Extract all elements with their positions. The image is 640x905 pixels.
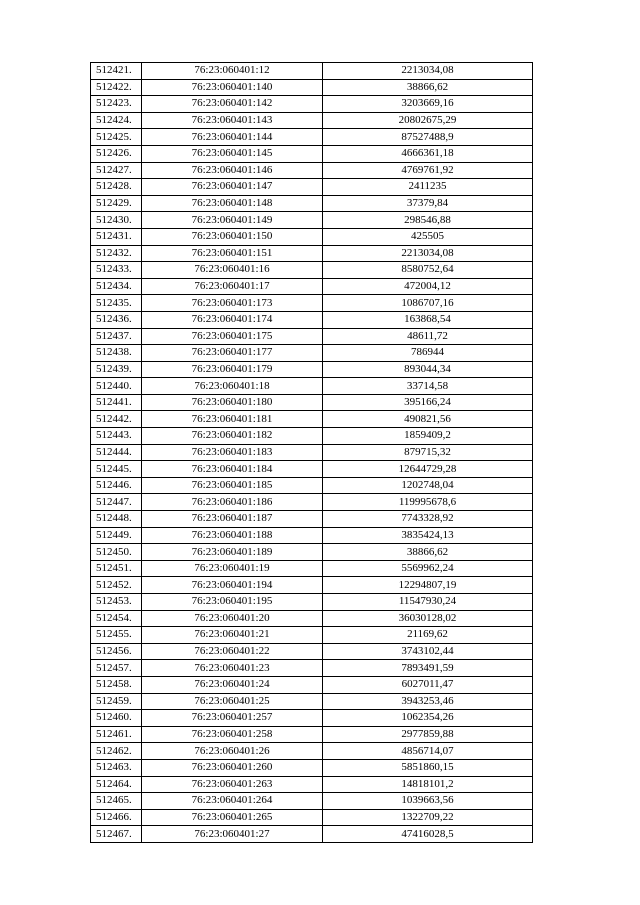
- cadastral-number-cell: 76:23:060401:174: [142, 311, 323, 328]
- row-number-cell: 512424.: [91, 112, 142, 129]
- row-number-cell: 512443.: [91, 428, 142, 445]
- table-row: [91, 527, 533, 544]
- cadastral-number-cell: 76:23:060401:258: [142, 726, 323, 743]
- table-row: [91, 643, 533, 660]
- value-cell: 1322709,22: [323, 809, 533, 826]
- table-row: [91, 627, 533, 644]
- cadastral-number-cell: 76:23:060401:21: [142, 627, 323, 644]
- cadastral-number-cell: 76:23:060401:264: [142, 793, 323, 810]
- row-number-cell: 512457.: [91, 660, 142, 677]
- table-row: [91, 759, 533, 776]
- table-row: [91, 179, 533, 196]
- table-row: [91, 262, 533, 279]
- cadastral-number-cell: 76:23:060401:140: [142, 79, 323, 96]
- value-cell: 14818101,2: [323, 776, 533, 793]
- value-cell: 12644729,28: [323, 461, 533, 478]
- row-number-cell: 512464.: [91, 776, 142, 793]
- cadastral-number-cell: 76:23:060401:23: [142, 660, 323, 677]
- table-row: [91, 162, 533, 179]
- row-number-cell: 512467.: [91, 826, 142, 843]
- value-cell: 1202748,04: [323, 477, 533, 494]
- row-number-cell: 512428.: [91, 179, 142, 196]
- cadastral-number-cell: 76:23:060401:187: [142, 511, 323, 528]
- row-number-cell: 512421.: [91, 63, 142, 80]
- value-cell: 37379,84: [323, 195, 533, 212]
- value-cell: 119995678,6: [323, 494, 533, 511]
- cadastral-number-cell: 76:23:060401:181: [142, 411, 323, 428]
- table-row: [91, 776, 533, 793]
- row-number-cell: 512461.: [91, 726, 142, 743]
- row-number-cell: 512447.: [91, 494, 142, 511]
- table-row: [91, 378, 533, 395]
- value-cell: 3743102,44: [323, 643, 533, 660]
- cadastral-number-cell: 76:23:060401:143: [142, 112, 323, 129]
- value-cell: 490821,56: [323, 411, 533, 428]
- cadastral-number-cell: 76:23:060401:265: [142, 809, 323, 826]
- row-number-cell: 512425.: [91, 129, 142, 146]
- cadastral-number-cell: 76:23:060401:145: [142, 145, 323, 162]
- table-row: [91, 826, 533, 843]
- value-cell: 6027011,47: [323, 676, 533, 693]
- table-row: [91, 544, 533, 561]
- table-row: [91, 245, 533, 262]
- row-number-cell: 512454.: [91, 610, 142, 627]
- table-row: [91, 79, 533, 96]
- value-cell: 12294807,19: [323, 577, 533, 594]
- row-number-cell: 512429.: [91, 195, 142, 212]
- table-row: [91, 494, 533, 511]
- cadastral-number-cell: 76:23:060401:144: [142, 129, 323, 146]
- table-row: [91, 726, 533, 743]
- cadastral-number-cell: 76:23:060401:146: [142, 162, 323, 179]
- table-row: [91, 560, 533, 577]
- cadastral-number-cell: 76:23:060401:257: [142, 710, 323, 727]
- value-cell: 1062354,26: [323, 710, 533, 727]
- value-cell: 48611,72: [323, 328, 533, 345]
- value-cell: 2213034,08: [323, 245, 533, 262]
- cadastral-number-cell: 76:23:060401:184: [142, 461, 323, 478]
- value-cell: 3835424,13: [323, 527, 533, 544]
- table-row: [91, 311, 533, 328]
- row-number-cell: 512430.: [91, 212, 142, 229]
- row-number-cell: 512423.: [91, 96, 142, 113]
- cadastral-number-cell: 76:23:060401:18: [142, 378, 323, 395]
- cadastre-table: [90, 62, 533, 843]
- cadastral-number-cell: 76:23:060401:180: [142, 394, 323, 411]
- table-row: [91, 610, 533, 627]
- value-cell: 1039663,56: [323, 793, 533, 810]
- value-cell: 893044,34: [323, 361, 533, 378]
- value-cell: 5851860,15: [323, 759, 533, 776]
- row-number-cell: 512460.: [91, 710, 142, 727]
- cadastral-number-cell: 76:23:060401:25: [142, 693, 323, 710]
- value-cell: 4666361,18: [323, 145, 533, 162]
- row-number-cell: 512463.: [91, 759, 142, 776]
- cadastral-number-cell: 76:23:060401:151: [142, 245, 323, 262]
- table-row: [91, 361, 533, 378]
- row-number-cell: 512440.: [91, 378, 142, 395]
- cadastral-number-cell: 76:23:060401:175: [142, 328, 323, 345]
- value-cell: 3203669,16: [323, 96, 533, 113]
- value-cell: 472004,12: [323, 278, 533, 295]
- table-row: [91, 594, 533, 611]
- table-row: [91, 660, 533, 677]
- cadastral-number-cell: 76:23:060401:149: [142, 212, 323, 229]
- cadastral-number-cell: 76:23:060401:177: [142, 345, 323, 362]
- cadastral-number-cell: 76:23:060401:142: [142, 96, 323, 113]
- table-row: [91, 710, 533, 727]
- value-cell: 879715,32: [323, 444, 533, 461]
- cadastral-number-cell: 76:23:060401:12: [142, 63, 323, 80]
- cadastral-number-cell: 76:23:060401:263: [142, 776, 323, 793]
- value-cell: 3943253,46: [323, 693, 533, 710]
- row-number-cell: 512445.: [91, 461, 142, 478]
- row-number-cell: 512456.: [91, 643, 142, 660]
- value-cell: 21169,62: [323, 627, 533, 644]
- row-number-cell: 512441.: [91, 394, 142, 411]
- value-cell: 1086707,16: [323, 295, 533, 312]
- value-cell: 47416028,5: [323, 826, 533, 843]
- value-cell: 20802675,29: [323, 112, 533, 129]
- cadastral-number-cell: 76:23:060401:173: [142, 295, 323, 312]
- table-row: [91, 428, 533, 445]
- row-number-cell: 512422.: [91, 79, 142, 96]
- row-number-cell: 512450.: [91, 544, 142, 561]
- table-body: [91, 63, 533, 843]
- table-row: [91, 394, 533, 411]
- table-row: [91, 793, 533, 810]
- cadastral-number-cell: 76:23:060401:188: [142, 527, 323, 544]
- row-number-cell: 512451.: [91, 560, 142, 577]
- row-number-cell: 512448.: [91, 511, 142, 528]
- row-number-cell: 512432.: [91, 245, 142, 262]
- table-row: [91, 195, 533, 212]
- row-number-cell: 512453.: [91, 594, 142, 611]
- cadastral-number-cell: 76:23:060401:22: [142, 643, 323, 660]
- value-cell: 425505: [323, 228, 533, 245]
- row-number-cell: 512437.: [91, 328, 142, 345]
- table-row: [91, 63, 533, 80]
- value-cell: 38866,62: [323, 544, 533, 561]
- table-row: [91, 145, 533, 162]
- row-number-cell: 512439.: [91, 361, 142, 378]
- row-number-cell: 512431.: [91, 228, 142, 245]
- table-row: [91, 345, 533, 362]
- table-row: [91, 693, 533, 710]
- row-number-cell: 512459.: [91, 693, 142, 710]
- value-cell: 163868,54: [323, 311, 533, 328]
- cadastral-number-cell: 76:23:060401:260: [142, 759, 323, 776]
- value-cell: 4769761,92: [323, 162, 533, 179]
- row-number-cell: 512426.: [91, 145, 142, 162]
- row-number-cell: 512434.: [91, 278, 142, 295]
- cadastral-number-cell: 76:23:060401:24: [142, 676, 323, 693]
- cadastral-number-cell: 76:23:060401:19: [142, 560, 323, 577]
- value-cell: 4856714,07: [323, 743, 533, 760]
- value-cell: 2213034,08: [323, 63, 533, 80]
- cadastral-number-cell: 76:23:060401:16: [142, 262, 323, 279]
- cadastral-number-cell: 76:23:060401:189: [142, 544, 323, 561]
- row-number-cell: 512436.: [91, 311, 142, 328]
- table-row: [91, 477, 533, 494]
- table-row: [91, 461, 533, 478]
- cadastral-number-cell: 76:23:060401:179: [142, 361, 323, 378]
- table-row: [91, 96, 533, 113]
- value-cell: 2977859,88: [323, 726, 533, 743]
- table-row: [91, 112, 533, 129]
- value-cell: 298546,88: [323, 212, 533, 229]
- cadastral-number-cell: 76:23:060401:147: [142, 179, 323, 196]
- row-number-cell: 512462.: [91, 743, 142, 760]
- row-number-cell: 512449.: [91, 527, 142, 544]
- value-cell: 87527488,9: [323, 129, 533, 146]
- value-cell: 786944: [323, 345, 533, 362]
- row-number-cell: 512465.: [91, 793, 142, 810]
- table-row: [91, 444, 533, 461]
- table-row: [91, 809, 533, 826]
- table-row: [91, 212, 533, 229]
- table-row: [91, 676, 533, 693]
- cadastral-number-cell: 76:23:060401:150: [142, 228, 323, 245]
- row-number-cell: 512455.: [91, 627, 142, 644]
- table-row: [91, 511, 533, 528]
- value-cell: 36030128,02: [323, 610, 533, 627]
- cadastral-number-cell: 76:23:060401:195: [142, 594, 323, 611]
- table-row: [91, 228, 533, 245]
- table-row: [91, 411, 533, 428]
- value-cell: 5569962,24: [323, 560, 533, 577]
- cadastral-number-cell: 76:23:060401:26: [142, 743, 323, 760]
- row-number-cell: 512458.: [91, 676, 142, 693]
- value-cell: 1859409,2: [323, 428, 533, 445]
- table-row: [91, 743, 533, 760]
- cadastral-number-cell: 76:23:060401:194: [142, 577, 323, 594]
- row-number-cell: 512452.: [91, 577, 142, 594]
- cadastral-number-cell: 76:23:060401:27: [142, 826, 323, 843]
- cadastral-number-cell: 76:23:060401:17: [142, 278, 323, 295]
- row-number-cell: 512427.: [91, 162, 142, 179]
- value-cell: 8580752,64: [323, 262, 533, 279]
- cadastral-number-cell: 76:23:060401:20: [142, 610, 323, 627]
- value-cell: 7743328,92: [323, 511, 533, 528]
- value-cell: 7893491,59: [323, 660, 533, 677]
- value-cell: 11547930,24: [323, 594, 533, 611]
- cadastral-number-cell: 76:23:060401:186: [142, 494, 323, 511]
- table-row: [91, 577, 533, 594]
- table-row: [91, 295, 533, 312]
- table-row: [91, 278, 533, 295]
- row-number-cell: 512446.: [91, 477, 142, 494]
- row-number-cell: 512466.: [91, 809, 142, 826]
- value-cell: 2411235: [323, 179, 533, 196]
- value-cell: 395166,24: [323, 394, 533, 411]
- row-number-cell: 512433.: [91, 262, 142, 279]
- row-number-cell: 512444.: [91, 444, 142, 461]
- table-row: [91, 328, 533, 345]
- cadastral-number-cell: 76:23:060401:183: [142, 444, 323, 461]
- cadastral-number-cell: 76:23:060401:182: [142, 428, 323, 445]
- value-cell: 38866,62: [323, 79, 533, 96]
- row-number-cell: 512435.: [91, 295, 142, 312]
- table-row: [91, 129, 533, 146]
- row-number-cell: 512442.: [91, 411, 142, 428]
- cadastral-number-cell: 76:23:060401:185: [142, 477, 323, 494]
- cadastral-number-cell: 76:23:060401:148: [142, 195, 323, 212]
- row-number-cell: 512438.: [91, 345, 142, 362]
- value-cell: 33714,58: [323, 378, 533, 395]
